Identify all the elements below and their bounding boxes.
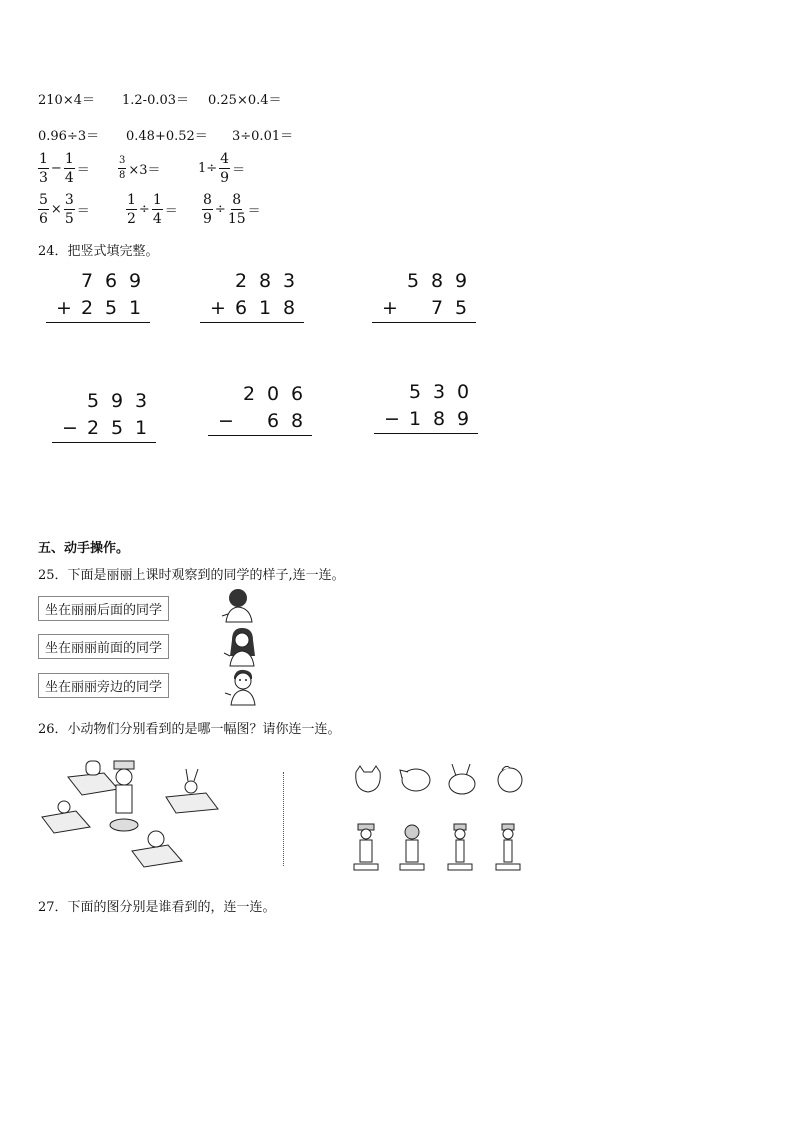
calc-underline [208, 435, 312, 436]
vertical-calc-problem [46, 270, 150, 324]
digit-top: 5 [408, 381, 422, 403]
digit-top: 9 [454, 270, 468, 292]
fraction-expression: 1÷ $\frac{4}{9}$ ＝ [198, 151, 246, 186]
option-box-side[interactable]: 坐在丽丽旁边的同学 [38, 673, 169, 698]
digit-top: 2 [242, 383, 256, 405]
calc-underline [372, 322, 476, 323]
student-front-girl-icon[interactable] [222, 626, 262, 668]
digit-top: 8 [258, 270, 272, 292]
vertical-calc-problem [374, 381, 478, 435]
digit-top: 9 [110, 390, 124, 412]
calc-item: 1.2-0.03＝ [122, 93, 190, 108]
digit-bottom: 1 [258, 297, 272, 319]
digit-top: 2 [234, 270, 248, 292]
rabbit-head-icon [449, 764, 475, 794]
digit-top: 3 [432, 381, 446, 403]
figure-left-icon [448, 824, 472, 870]
fraction-expression: $\frac{5}{6}$ × $\frac{3}{5}$ ＝ [39, 192, 90, 227]
digit-bottom: 6 [234, 297, 248, 319]
operator-sign: + [382, 297, 398, 319]
digit-top: 9 [128, 270, 142, 292]
calc-item: 0.25×0.4＝ [208, 93, 282, 108]
section-title: 五、动手操作。 [38, 541, 130, 556]
digit-top: 0 [456, 381, 470, 403]
digit-top: 8 [430, 270, 444, 292]
digit-bottom: 1 [134, 417, 148, 439]
question-24-title: 24．把竖式填完整。 [38, 244, 159, 259]
digit-bottom: 1 [128, 297, 142, 319]
figure-back-icon [400, 825, 424, 870]
student-back-icon[interactable] [220, 586, 260, 626]
figure-front-icon [354, 824, 378, 870]
calc-underline [52, 442, 156, 443]
digit-bottom: 8 [290, 410, 304, 432]
chick-head-icon [498, 766, 522, 792]
operator-sign: − [384, 408, 400, 430]
digit-top: 7 [80, 270, 94, 292]
student-side-boy-icon[interactable] [224, 667, 262, 707]
digit-bottom: 5 [454, 297, 468, 319]
digit-top: 5 [406, 270, 420, 292]
digit-bottom: 8 [282, 297, 296, 319]
question-25-title: 25．下面是丽丽上课时观察到的同学的样子,连一连。 [38, 568, 345, 583]
vertical-calc-problem [200, 270, 304, 324]
calc-item: 0.96÷3＝ [38, 129, 100, 144]
digit-top: 6 [104, 270, 118, 292]
digit-top: 5 [86, 390, 100, 412]
fraction-expression: $\frac{1}{2}$ ÷ $\frac{1}{4}$ ＝ [127, 192, 178, 227]
calc-underline [374, 433, 478, 434]
vertical-calc-problem [208, 383, 312, 437]
dog-head-icon [400, 769, 430, 791]
digit-bottom: 7 [430, 297, 444, 319]
question-27-title: 27．下面的图分别是谁看到的，连一连。 [38, 900, 276, 915]
vertical-calc-problem [52, 390, 156, 444]
calc-item: 0.48+0.52＝ [126, 129, 208, 144]
fraction-expression: $\frac{8}{9}$ ÷ $\frac{8}{15}$ ＝ [203, 192, 261, 227]
digit-bottom: 9 [456, 408, 470, 430]
calc-item: 3÷0.01＝ [232, 129, 294, 144]
operator-sign: + [56, 297, 72, 319]
digit-bottom: 6 [266, 410, 280, 432]
vertical-calc-problem [372, 270, 476, 324]
digit-top: 3 [282, 270, 296, 292]
digit-bottom: 5 [104, 297, 118, 319]
digit-bottom: 5 [110, 417, 124, 439]
digit-bottom: 2 [86, 417, 100, 439]
calc-underline [46, 322, 150, 323]
animals-cars-scene [36, 755, 276, 875]
animal-heads-row [352, 764, 528, 796]
fraction-expression: $\frac{3}{8}$ ×3＝ [119, 155, 161, 181]
option-box-behind[interactable]: 坐在丽丽后面的同学 [38, 596, 169, 621]
calc-item: 210×4＝ [38, 93, 95, 108]
digit-bottom: 1 [408, 408, 422, 430]
operator-sign: − [62, 417, 78, 439]
digit-top: 3 [134, 390, 148, 412]
operator-sign: + [210, 297, 226, 319]
question-26-title: 26．小动物们分别看到的是哪一幅图？请你连一连。 [38, 722, 341, 737]
option-box-front[interactable]: 坐在丽丽前面的同学 [38, 634, 169, 659]
operator-sign: − [218, 410, 234, 432]
digit-bottom: 8 [432, 408, 446, 430]
fox-head-icon [356, 766, 381, 792]
figure-right-icon [496, 824, 520, 870]
digit-top: 0 [266, 383, 280, 405]
digit-top: 6 [290, 383, 304, 405]
dotted-divider [283, 772, 284, 866]
figure-views-row [352, 822, 528, 874]
fraction-expression: $\frac{1}{3}$ − $\frac{1}{4}$ ＝ [39, 151, 90, 186]
calc-underline [200, 322, 304, 323]
digit-bottom: 2 [80, 297, 94, 319]
